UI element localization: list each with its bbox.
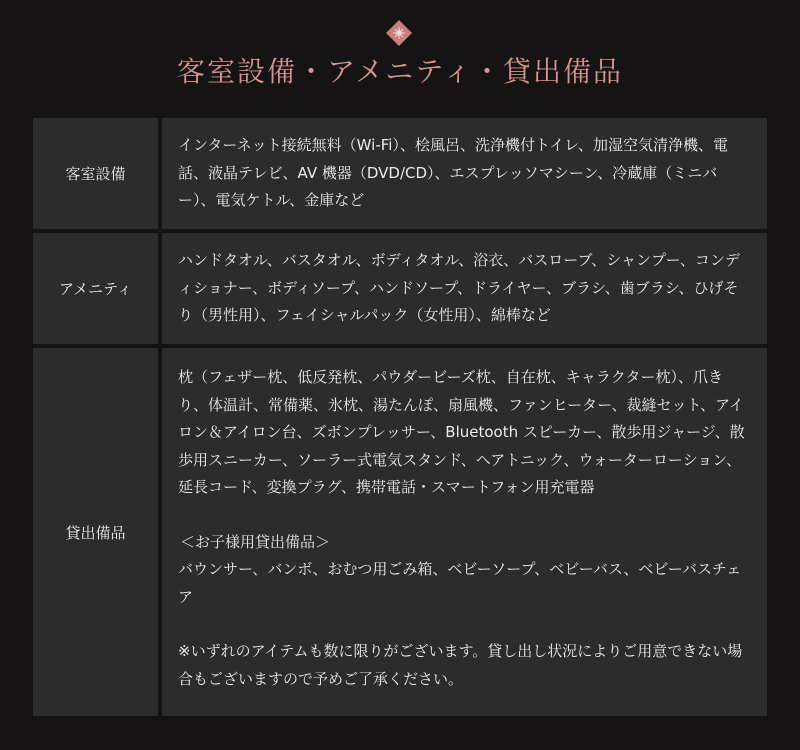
- kids-heading: ＜お子様用貸出備品＞: [180, 532, 331, 551]
- row-text: ハンドタオル、バスタオル、ボディタオル、浴衣、バスローブ、シャンプー、コンディショナー、ボディソープ、ハンドソープ、ドライヤー、ブラシ、歯ブラシ、ひげそり（男性用）、フェイシャルパック（女性用）、綿棒など: [178, 251, 740, 324]
- amenities-table: [33, 118, 767, 720]
- diamond-flower-icon: [386, 20, 412, 46]
- row-label: アメニティ: [33, 233, 158, 344]
- table-row-room-equipment: [33, 118, 767, 229]
- page-title: 客室設備・アメニティ・貸出備品: [176, 55, 624, 88]
- row-content: [162, 233, 767, 344]
- row-content: [162, 348, 767, 716]
- spacer: [178, 502, 751, 529]
- row-text: インターネット接続無料（Wi-Fi）、桧風呂、洗浄機付トイレ、加湿空気清浄機、電話、液晶テレビ、AV 機器（DVD/CD）、エスプレッソマシーン、冷蔵庫（ミニバー）、電気ケトル、金庫など: [178, 136, 728, 209]
- spacer: [178, 611, 751, 638]
- kids-text: バウンサー、バンボ、おむつ用ごみ箱、ベビーソープ、ベビーバス、ベビーバスチェア: [178, 560, 742, 606]
- table-row-amenities: [33, 233, 767, 344]
- row-label: 貸出備品: [33, 348, 158, 716]
- row-text: 枕（フェザー枕、低反発枕、パウダービーズ枕、自在枕、キャラクター枕）、爪きり、体温計、常備薬、氷枕、湯たんぽ、扇風機、ファンヒーター、裁縫セット、アイロン＆アイロン台、ズボンプレッサー、Bluetooth スピーカー、散歩用ジャージ、散歩用スニーカー、ソーラー式電気スタンド、ヘアトニック、ウォーターローション、延長コード、変換プラグ、携帯電話・スマートフォン用充電器: [178, 368, 745, 496]
- row-content: [162, 118, 767, 229]
- row-label: 客室設備: [33, 118, 158, 229]
- header: [0, 0, 800, 118]
- table-row-rental-items: [33, 348, 767, 716]
- rental-note: ※いずれのアイテムも数に限りがございます。貸し出し状況によりご用意できない場合もございますので予めご了承ください。: [178, 642, 743, 688]
